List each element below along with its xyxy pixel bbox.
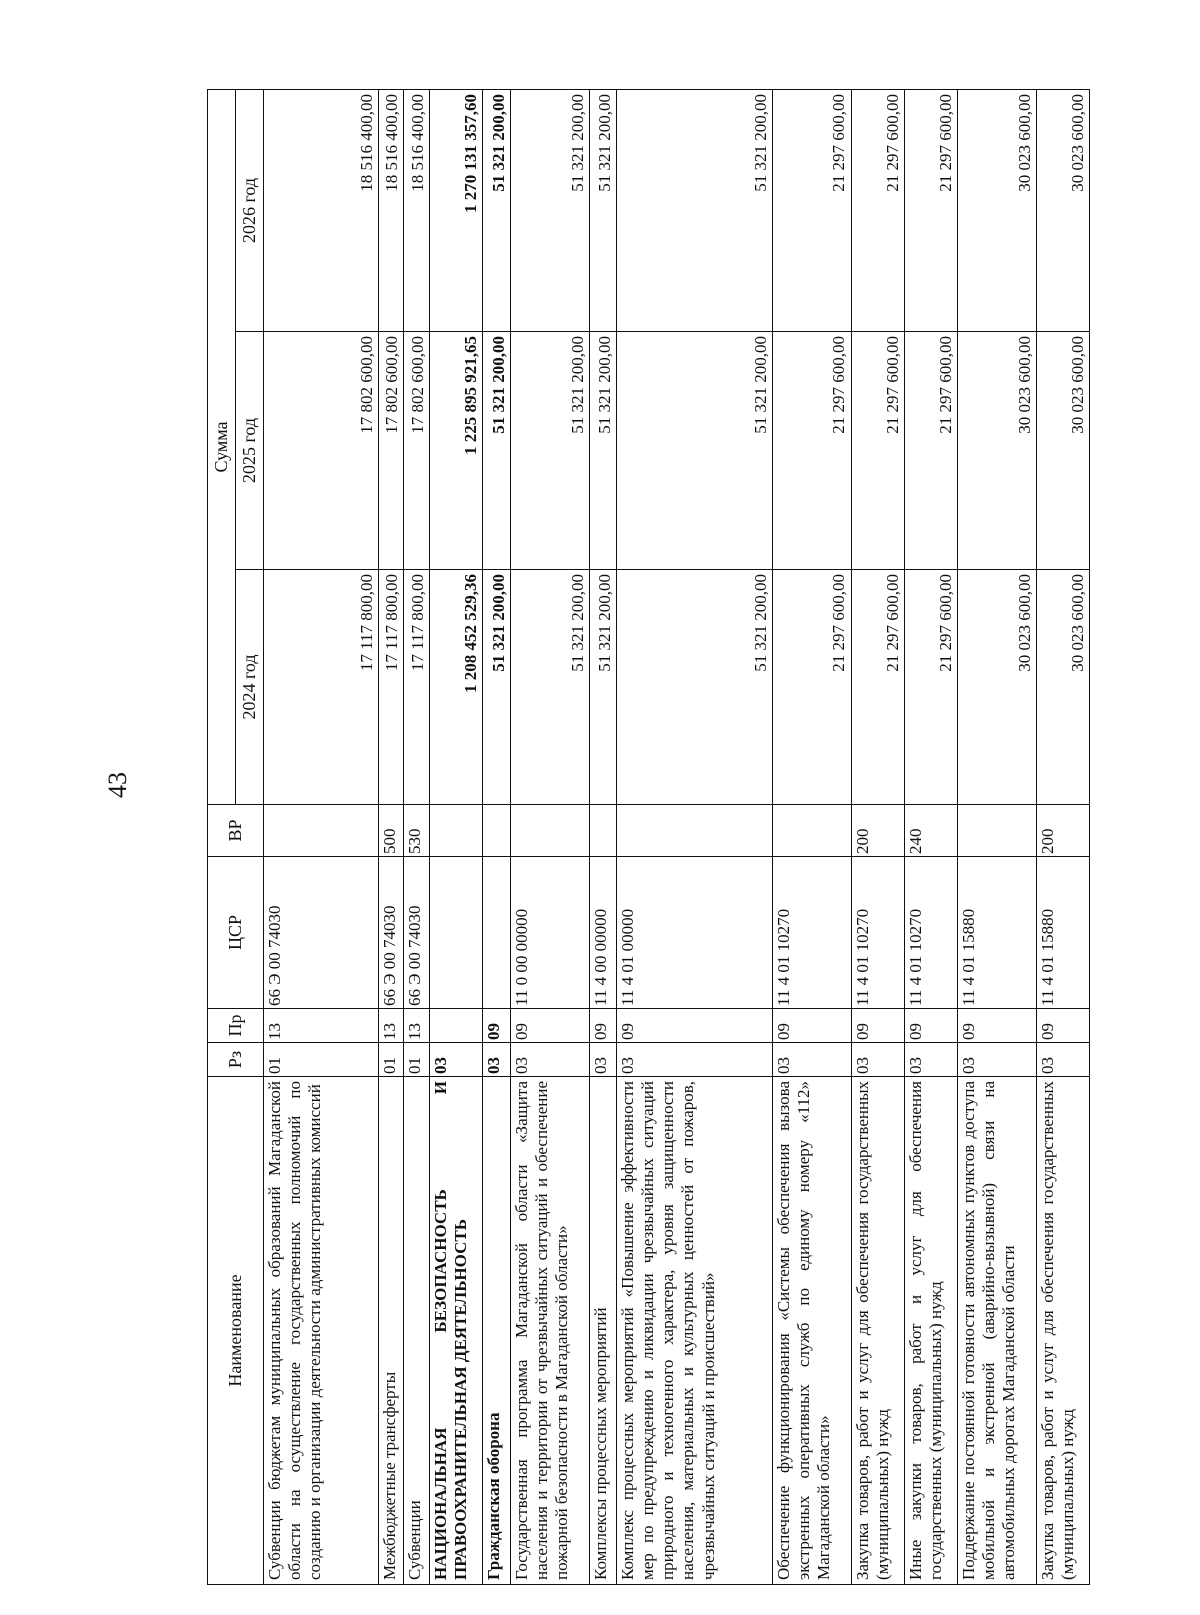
row-vr: 200 <box>1036 805 1089 857</box>
row-sum-2024: 21 297 600,00 <box>851 570 904 805</box>
row-sum-2024: 21 297 600,00 <box>772 570 851 805</box>
row-sum-2025: 17 802 600,00 <box>404 332 430 570</box>
row-name: Межбюджетные трансферты <box>378 1077 404 1585</box>
row-csr <box>483 857 511 1009</box>
row-sum-2024: 51 321 200,00 <box>589 570 617 805</box>
row-vr <box>589 805 617 857</box>
row-name: Субвенции бюджетам муниципальных образований Магаданской области на осуществление государственных полномочий по созданию и организации деятельности административных комиссий <box>264 1077 379 1585</box>
row-pr: 09 <box>957 1009 1036 1043</box>
header-2026: 2026 год <box>236 89 264 331</box>
row-pr: 09 <box>589 1009 617 1043</box>
row-vr <box>430 805 483 857</box>
row-rz: 01 <box>378 1043 404 1077</box>
header-rz: Рз <box>208 1043 264 1077</box>
row-sum-2024: 1 208 452 529,36 <box>430 570 483 805</box>
row-pr: 09 <box>483 1009 511 1043</box>
row-sum-2024: 21 297 600,00 <box>904 570 957 805</box>
row-name: Комплексы процессных мероприятий <box>589 1077 617 1585</box>
table-row <box>851 89 904 1584</box>
row-sum-2025: 51 321 200,00 <box>589 332 617 570</box>
row-sum-2026: 21 297 600,00 <box>904 89 957 331</box>
row-vr <box>617 805 772 857</box>
row-csr: 66 Э 00 74030 <box>404 857 430 1009</box>
row-sum-2025: 51 321 200,00 <box>617 332 772 570</box>
row-csr: 11 0 00 00000 <box>510 857 589 1009</box>
table-row <box>589 89 617 1584</box>
row-sum-2025: 51 321 200,00 <box>483 332 511 570</box>
row-csr: 66 Э 00 74030 <box>264 857 379 1009</box>
row-csr: 11 4 01 10270 <box>904 857 957 1009</box>
row-csr: 11 4 01 00000 <box>617 857 772 1009</box>
row-name: Обеспечение функционирования «Системы обеспечения вызова экстренных оперативных служб по единому номеру «112» Магаданской области» <box>772 1077 851 1585</box>
table-row <box>1036 89 1089 1584</box>
row-csr: 11 4 01 15880 <box>1036 857 1089 1009</box>
row-sum-2025: 30 023 600,00 <box>1036 332 1089 570</box>
row-sum-2025: 30 023 600,00 <box>957 332 1036 570</box>
row-vr <box>510 805 589 857</box>
row-sum-2026: 18 516 400,00 <box>404 89 430 331</box>
row-sum-2026: 51 321 200,00 <box>510 89 589 331</box>
row-rz: 03 <box>430 1043 483 1077</box>
row-rz: 03 <box>904 1043 957 1077</box>
row-sum-2025: 17 802 600,00 <box>378 332 404 570</box>
table-row <box>483 89 511 1584</box>
row-sum-2024: 51 321 200,00 <box>510 570 589 805</box>
row-vr <box>483 805 511 857</box>
row-csr: 66 Э 00 74030 <box>378 857 404 1009</box>
row-pr: 13 <box>378 1009 404 1043</box>
row-pr: 09 <box>851 1009 904 1043</box>
row-vr: 200 <box>851 805 904 857</box>
row-sum-2026: 18 516 400,00 <box>378 89 404 331</box>
row-sum-2026: 30 023 600,00 <box>1036 89 1089 331</box>
row-csr: 11 4 00 00000 <box>589 857 617 1009</box>
row-sum-2025: 21 297 600,00 <box>851 332 904 570</box>
row-vr: 530 <box>404 805 430 857</box>
header-2024: 2024 год <box>236 570 264 805</box>
row-pr: 09 <box>772 1009 851 1043</box>
row-pr: 09 <box>1036 1009 1089 1043</box>
row-name: Иные закупки товаров, работ и услуг для обеспечения государственных (муниципальных) нужд <box>904 1077 957 1585</box>
row-name: Закупка товаров, работ и услуг для обеспечения государственных (муниципальных) нужд <box>1036 1077 1089 1585</box>
table-row <box>430 89 483 1584</box>
row-sum-2025: 51 321 200,00 <box>510 332 589 570</box>
table-row <box>264 89 379 1584</box>
header-name: Наименование <box>208 1077 264 1585</box>
budget-table <box>207 89 1090 1585</box>
table-row <box>404 89 430 1584</box>
row-name: Гражданская оборона <box>483 1077 511 1585</box>
row-sum-2026: 21 297 600,00 <box>851 89 904 331</box>
row-rz: 01 <box>264 1043 379 1077</box>
row-vr <box>264 805 379 857</box>
row-rz: 03 <box>772 1043 851 1077</box>
row-vr <box>957 805 1036 857</box>
table-row <box>378 89 404 1584</box>
row-sum-2026: 30 023 600,00 <box>957 89 1036 331</box>
header-vr: ВР <box>208 805 264 857</box>
table-body <box>264 89 1090 1584</box>
row-rz: 03 <box>617 1043 772 1077</box>
row-sum-2026: 51 321 200,00 <box>483 89 511 331</box>
row-rz: 03 <box>510 1043 589 1077</box>
row-csr: 11 4 01 10270 <box>772 857 851 1009</box>
row-sum-2024: 51 321 200,00 <box>617 570 772 805</box>
header-sum: Сумма <box>208 89 236 804</box>
header-2025: 2025 год <box>236 332 264 570</box>
row-sum-2025: 21 297 600,00 <box>772 332 851 570</box>
header-csr: ЦСР <box>208 857 264 1009</box>
row-vr: 500 <box>378 805 404 857</box>
row-rz: 03 <box>483 1043 511 1077</box>
table-row <box>957 89 1036 1584</box>
header-pr: Пр <box>208 1009 264 1043</box>
row-name: Поддержание постоянной готовности автономных пунктов доступа мобильной и экстренной (аварийно-вызывной) связи на автомобильных дорогах Магаданской области <box>957 1077 1036 1585</box>
row-name: Субвенции <box>404 1077 430 1585</box>
rotated-page-content <box>207 90 1090 1585</box>
row-rz: 03 <box>589 1043 617 1077</box>
row-name: НАЦИОНАЛЬНАЯ БЕЗОПАСНОСТЬ И ПРАВООХРАНИТЕЛЬНАЯ ДЕЯТЕЛЬНОСТЬ <box>430 1077 483 1585</box>
row-sum-2026: 51 321 200,00 <box>617 89 772 331</box>
row-sum-2024: 17 117 800,00 <box>378 570 404 805</box>
row-sum-2026: 51 321 200,00 <box>589 89 617 331</box>
row-pr <box>430 1009 483 1043</box>
table-header <box>208 89 264 1584</box>
table-row <box>617 89 772 1584</box>
row-sum-2024: 30 023 600,00 <box>1036 570 1089 805</box>
row-sum-2024: 17 117 800,00 <box>404 570 430 805</box>
row-pr: 09 <box>904 1009 957 1043</box>
row-sum-2025: 1 225 895 921,65 <box>430 332 483 570</box>
row-csr <box>430 857 483 1009</box>
row-csr: 11 4 01 10270 <box>851 857 904 1009</box>
table-row <box>772 89 851 1584</box>
row-rz: 03 <box>957 1043 1036 1077</box>
row-sum-2025: 21 297 600,00 <box>904 332 957 570</box>
row-rz: 03 <box>851 1043 904 1077</box>
table-row <box>510 89 589 1584</box>
row-name: Закупка товаров, работ и услуг для обеспечения государственных (муниципальных) нужд <box>851 1077 904 1585</box>
row-sum-2026: 18 516 400,00 <box>264 89 379 331</box>
row-sum-2025: 17 802 600,00 <box>264 332 379 570</box>
row-vr <box>772 805 851 857</box>
row-pr: 13 <box>264 1009 379 1043</box>
row-pr: 09 <box>510 1009 589 1043</box>
table-row <box>904 89 957 1584</box>
row-name: Государственная программа Магаданской области «Защита населения и территории от чрезвычайных ситуаций и обеспечение пожарной безопасности в Магаданской области» <box>510 1077 589 1585</box>
row-sum-2024: 17 117 800,00 <box>264 570 379 805</box>
row-csr: 11 4 01 15880 <box>957 857 1036 1009</box>
row-name: Комплекс процессных мероприятий «Повышение эффективности мер по предупреждению и ликвидации чрезвычайных ситуаций природного и техногенного характера, уровня защищенности населения, материальных и культурных ценностей от пожаров, чрезвычайных ситуаций и происшествий» <box>617 1077 772 1585</box>
row-sum-2026: 21 297 600,00 <box>772 89 851 331</box>
row-sum-2026: 1 270 131 357,60 <box>430 89 483 331</box>
row-pr: 09 <box>617 1009 772 1043</box>
row-sum-2024: 51 321 200,00 <box>483 570 511 805</box>
row-pr: 13 <box>404 1009 430 1043</box>
row-vr: 240 <box>904 805 957 857</box>
row-rz: 01 <box>404 1043 430 1077</box>
row-rz: 03 <box>1036 1043 1089 1077</box>
page-number: 43 <box>103 772 132 798</box>
row-sum-2024: 30 023 600,00 <box>957 570 1036 805</box>
